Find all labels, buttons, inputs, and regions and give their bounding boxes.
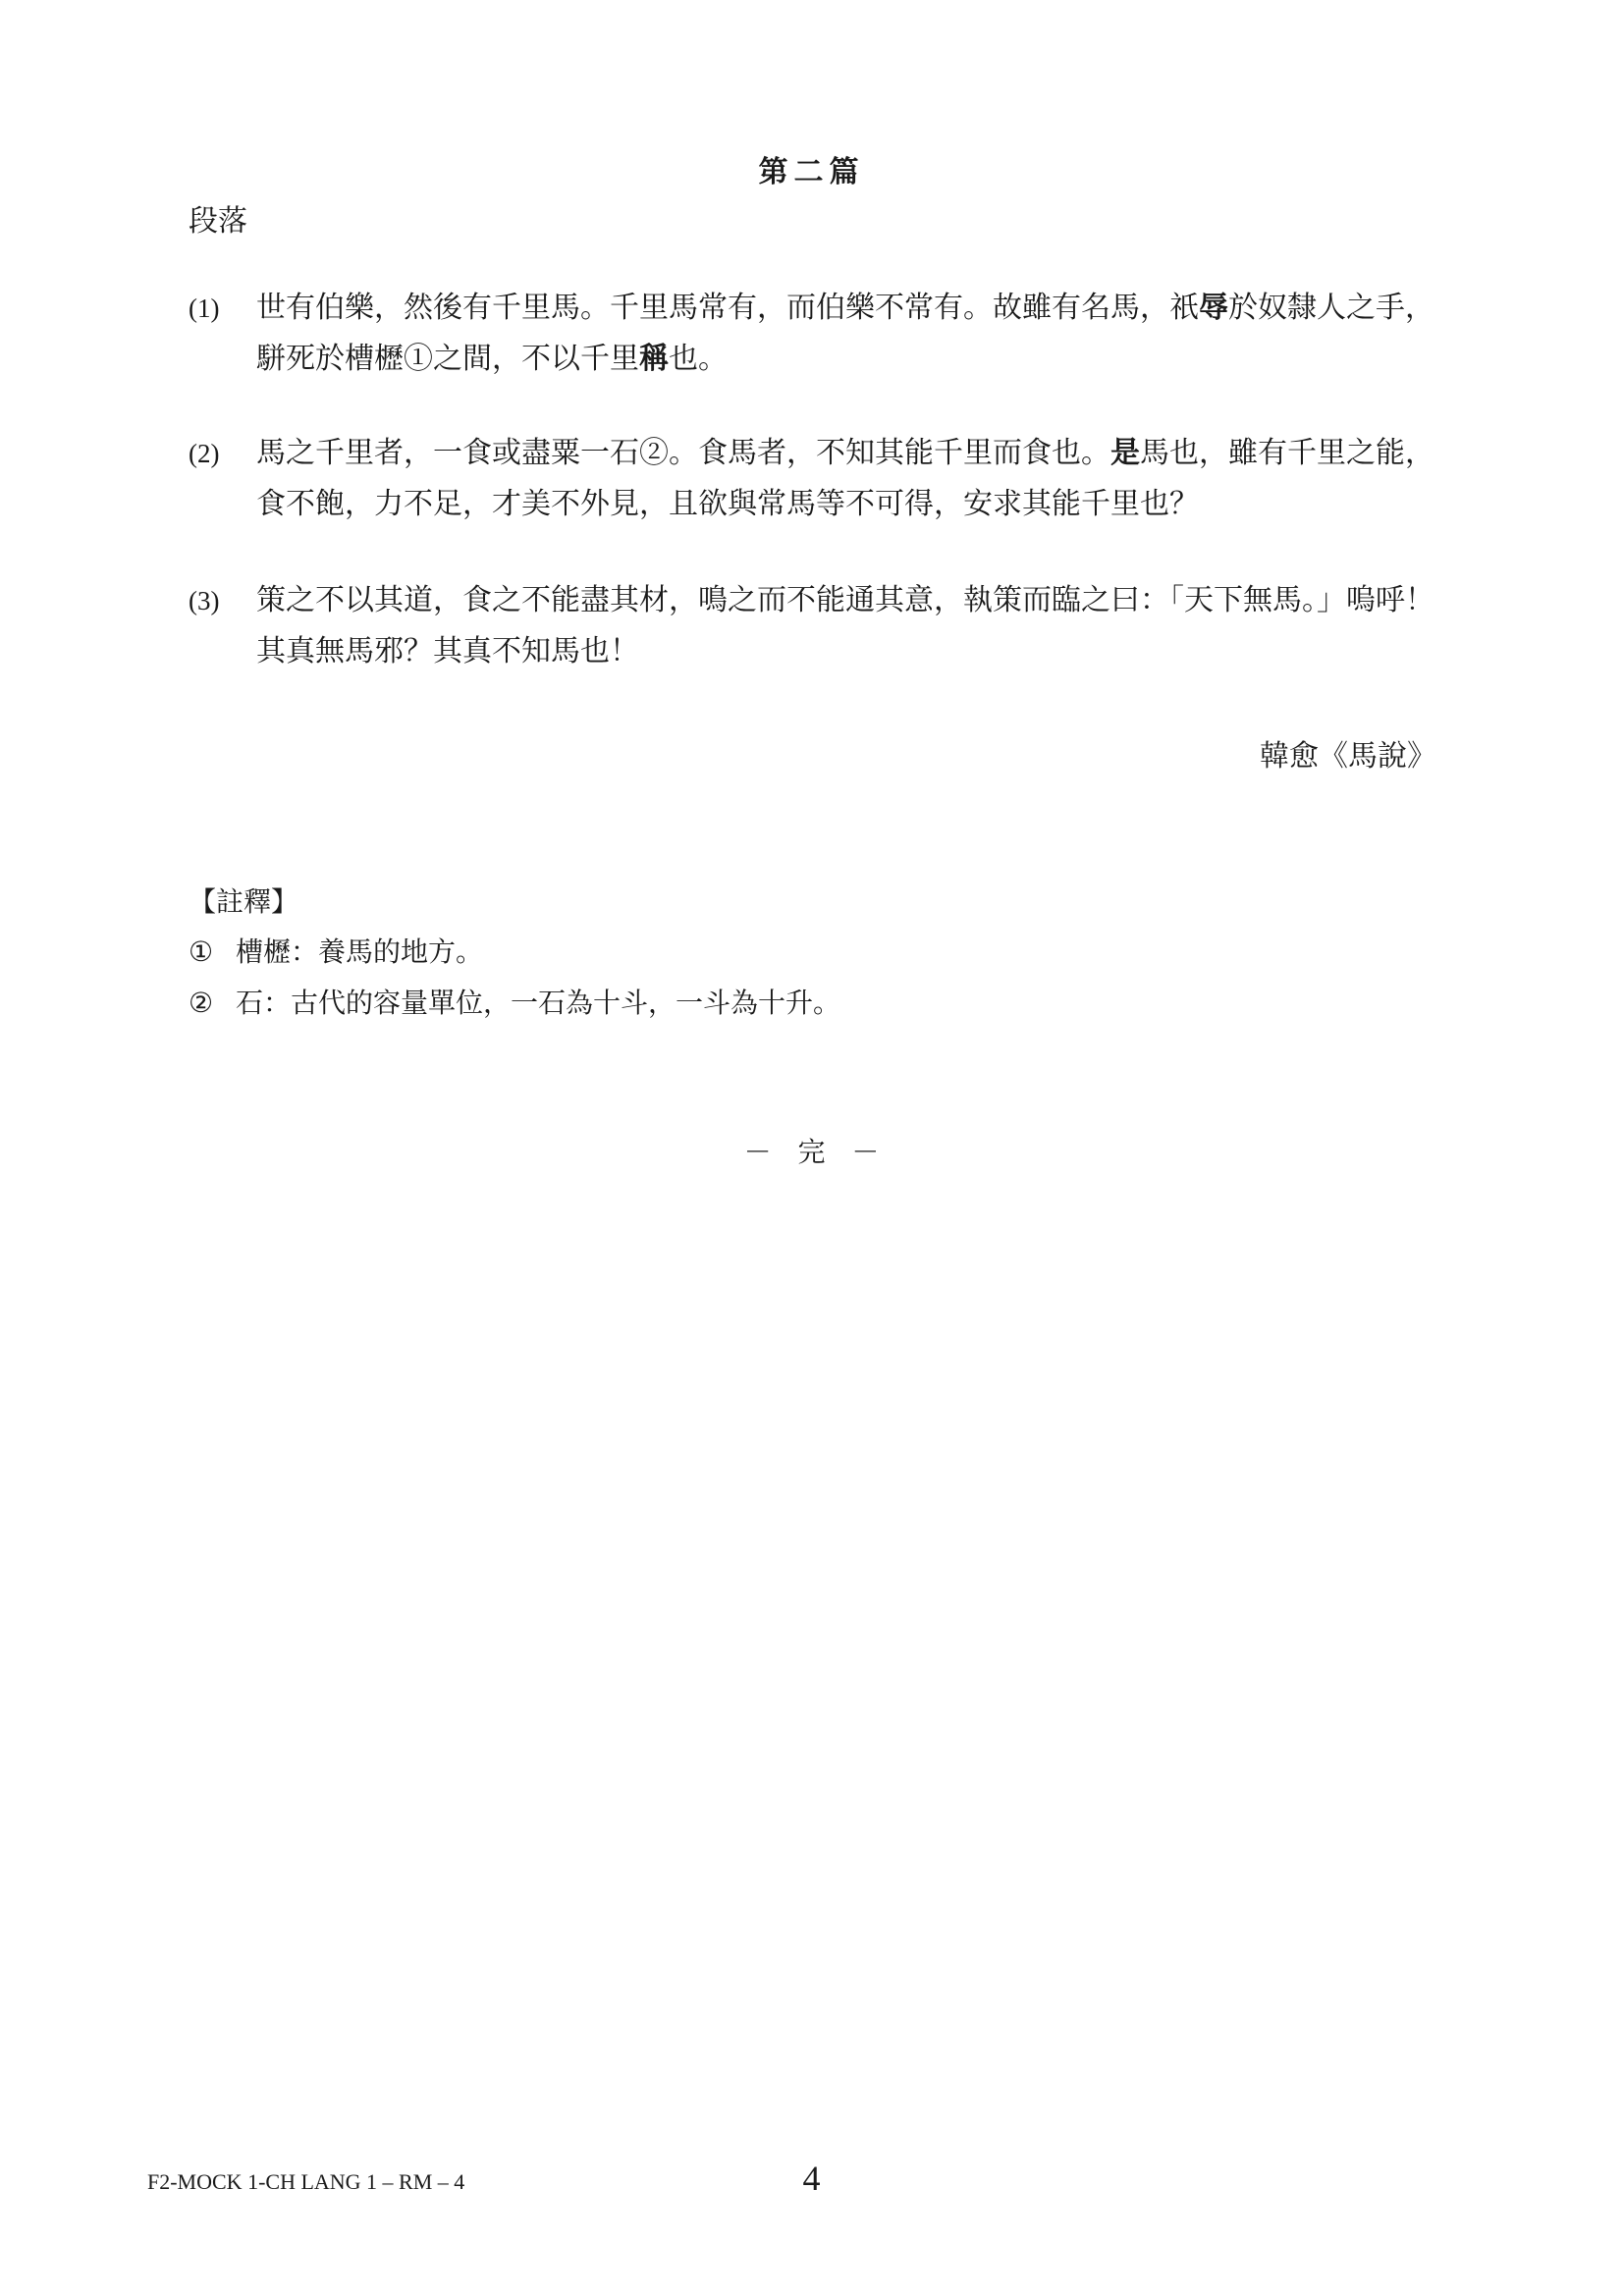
page-number: 4 [802,2159,821,2198]
paragraph-text [256,575,1445,677]
section-label: 段落 [189,204,247,239]
paragraph-number: (3) [189,586,220,615]
notes-heading: 【註釋】 [189,885,299,918]
bold-word: 稱 [639,342,669,376]
note-item [189,931,483,970]
paragraph-segment: 也。 [669,342,728,376]
note-marker: ② [189,987,214,1019]
bold-word: 辱 [1199,291,1228,325]
paragraph-segment: 於奴隸人之手，駢死於槽櫪①之間，不以千里 [256,291,1434,376]
paragraph-number: (2) [189,439,220,468]
note-text: 槽櫪：養馬的地方。 [236,935,484,968]
paragraph-number: (1) [189,294,220,323]
footer-code: F2-MOCK 1-CH LANG 1 – RM – 4 [147,2169,465,2194]
note-item [189,982,840,1021]
paragraph-text [256,283,1445,385]
paragraph-segment: 馬也，雖有千里之能，食不飽，力不足，才美不外見，且欲與常馬等不可得，安求其能千里也？ [256,436,1434,521]
source-citation: 韓愈《馬說》 [1260,739,1436,774]
paragraph-2 [189,428,1445,530]
paragraph-segment: 馬之千里者，一食或盡粟一石②。食馬者，不知其能千里而食也。 [256,436,1110,470]
paragraph-segment: 世有伯樂，然後有千里馬。千里馬常有，而伯樂不常有。故雖有名馬，祇 [256,291,1199,325]
bold-word: 是 [1110,436,1140,470]
note-marker: ① [189,935,214,968]
page-title: 第二篇 [758,155,865,189]
note-text: 石：古代的容量單位，一石為十斗，一斗為十升。 [236,987,841,1019]
end-mark: － 完 － [743,1136,880,1168]
paragraph-segment: 策之不以其道，食之不能盡其材，鳴之而不能通其意，執策而臨之曰：「天下無馬。」嗚呼！其真無馬邪？其真不知馬也！ [256,583,1434,668]
paragraph-text [256,428,1445,530]
paragraph-3 [189,575,1445,677]
paragraph-1 [189,283,1445,385]
